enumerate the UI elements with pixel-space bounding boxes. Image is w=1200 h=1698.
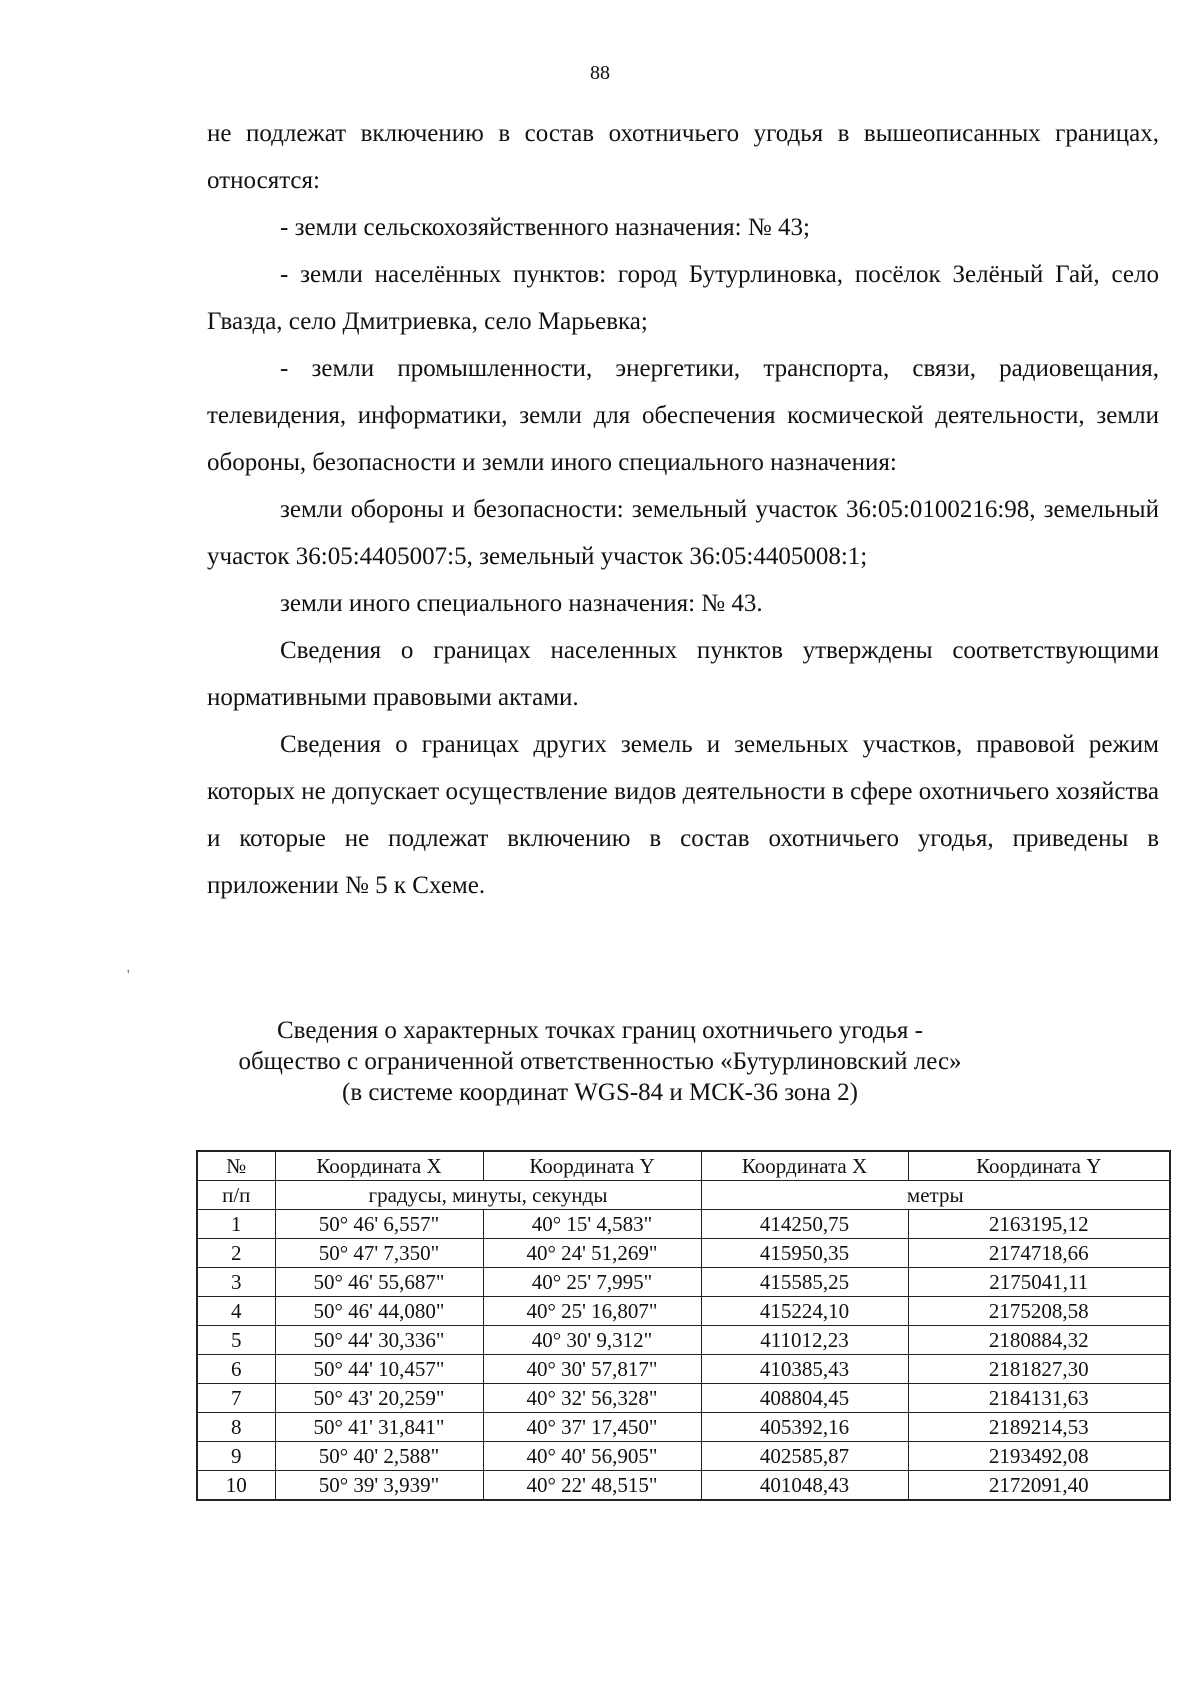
cell-num: 6 — [197, 1355, 275, 1384]
table-row — [197, 1239, 1170, 1268]
header-msk-y: Координата Y — [908, 1151, 1170, 1181]
cell-geo-x: 50° 47' 7,350" — [275, 1239, 483, 1268]
header-msk-units: метры — [701, 1181, 1170, 1210]
table-row — [197, 1268, 1170, 1297]
cell-geo-y: 40° 25' 7,995" — [483, 1268, 701, 1297]
cell-msk-y: 2175208,58 — [908, 1297, 1170, 1326]
paragraph-defense: земли обороны и безопасности: земельный участок 36:05:0100216:98, земельный участок 36:05:4405007:5, земельный участок 36:05:4405008:1; — [207, 496, 1159, 570]
paragraph-agricultural: - земли сельскохозяйственного назначения: № 43; — [280, 214, 810, 241]
cell-geo-x: 50° 46' 6,557" — [275, 1210, 483, 1239]
cell-num: 1 — [197, 1210, 275, 1239]
paragraph-settlements: - земли населённых пунктов: город Бутурлиновка, посёлок Зелёный Гай, село Гвазда, село Дмитриевка, село Марьевка; — [207, 261, 1159, 335]
paragraph-intro: не подлежат включению в состав охотничьего угодья в вышеописанных границах, относятся: — [207, 120, 1159, 194]
cell-geo-y: 40° 22' 48,515" — [483, 1471, 701, 1501]
paragraph-special: земли иного специального назначения: № 43. — [280, 590, 763, 617]
cell-msk-x: 415585,25 — [701, 1268, 908, 1297]
table-row — [197, 1442, 1170, 1471]
paragraph-industry: - земли промышленности, энергетики, транспорта, связи, радиовещания, телевидения, информатики, земли для обеспечения космической деятельности, земли обороны, безопасности и земли иного специального назначения: — [207, 355, 1159, 476]
table-title — [0, 1015, 1200, 1108]
header-num: № — [197, 1151, 275, 1181]
cell-num: 9 — [197, 1442, 275, 1471]
cell-geo-y: 40° 30' 9,312" — [483, 1326, 701, 1355]
cell-msk-x: 402585,87 — [701, 1442, 908, 1471]
cell-geo-y: 40° 24' 51,269" — [483, 1239, 701, 1268]
cell-geo-x: 50° 46' 44,080" — [275, 1297, 483, 1326]
cell-num: 10 — [197, 1471, 275, 1501]
cell-geo-x: 50° 44' 30,336" — [275, 1326, 483, 1355]
table-header-row — [197, 1151, 1170, 1181]
table-row — [197, 1413, 1170, 1442]
coordinates-table — [196, 1150, 1171, 1501]
cell-num: 2 — [197, 1239, 275, 1268]
cell-num: 4 — [197, 1297, 275, 1326]
cell-msk-y: 2163195,12 — [908, 1210, 1170, 1239]
cell-msk-y: 2172091,40 — [908, 1471, 1170, 1501]
cell-msk-x: 408804,45 — [701, 1384, 908, 1413]
table-row — [197, 1326, 1170, 1355]
cell-msk-y: 2174718,66 — [908, 1239, 1170, 1268]
cell-msk-y: 2175041,11 — [908, 1268, 1170, 1297]
page-number: 88 — [590, 62, 610, 84]
cell-geo-x: 50° 44' 10,457" — [275, 1355, 483, 1384]
margin-mark: ' — [127, 968, 130, 983]
cell-msk-y: 2184131,63 — [908, 1384, 1170, 1413]
cell-geo-y: 40° 40' 56,905" — [483, 1442, 701, 1471]
table-title-line-2: общество с ограниченной ответственностью «Бутурлиновский лес» — [238, 1048, 962, 1075]
header-geo-units: градусы, минуты, секунды — [275, 1181, 701, 1210]
cell-geo-y: 40° 37' 17,450" — [483, 1413, 701, 1442]
cell-msk-x: 410385,43 — [701, 1355, 908, 1384]
cell-geo-x: 50° 41' 31,841" — [275, 1413, 483, 1442]
cell-msk-y: 2181827,30 — [908, 1355, 1170, 1384]
cell-num: 8 — [197, 1413, 275, 1442]
cell-geo-x: 50° 39' 3,939" — [275, 1471, 483, 1501]
cell-num: 5 — [197, 1326, 275, 1355]
cell-geo-x: 50° 46' 55,687" — [275, 1268, 483, 1297]
cell-msk-y: 2180884,32 — [908, 1326, 1170, 1355]
table-row — [197, 1384, 1170, 1413]
header-geo-y: Координата Y — [483, 1151, 701, 1181]
cell-geo-x: 50° 43' 20,259" — [275, 1384, 483, 1413]
table-row — [197, 1355, 1170, 1384]
cell-msk-x: 401048,43 — [701, 1471, 908, 1501]
cell-msk-x: 405392,16 — [701, 1413, 908, 1442]
cell-geo-y: 40° 25' 16,807" — [483, 1297, 701, 1326]
cell-msk-y: 2189214,53 — [908, 1413, 1170, 1442]
body-text — [207, 110, 1159, 909]
header-geo-x: Координата X — [275, 1151, 483, 1181]
table-title-line-1: Сведения о характерных точках границ охотничьего угодья - — [276, 1017, 923, 1044]
cell-msk-x: 411012,23 — [701, 1326, 908, 1355]
table-row — [197, 1297, 1170, 1326]
table-title-line-3: (в системе координат WGS-84 и МСК-36 зона 2) — [342, 1079, 858, 1106]
cell-msk-x: 415950,35 — [701, 1239, 908, 1268]
header-num-line-2: п/п — [197, 1181, 275, 1210]
cell-num: 7 — [197, 1384, 275, 1413]
table-row — [197, 1471, 1170, 1501]
cell-geo-y: 40° 15' 4,583" — [483, 1210, 701, 1239]
cell-msk-x: 415224,10 — [701, 1297, 908, 1326]
table-row — [197, 1210, 1170, 1239]
cell-geo-y: 40° 30' 57,817" — [483, 1355, 701, 1384]
cell-num: 3 — [197, 1268, 275, 1297]
cell-geo-x: 50° 40' 2,588" — [275, 1442, 483, 1471]
cell-msk-x: 414250,75 — [701, 1210, 908, 1239]
header-msk-x: Координата X — [701, 1151, 908, 1181]
cell-geo-y: 40° 32' 56,328" — [483, 1384, 701, 1413]
paragraph-settlement-borders: Сведения о границах населенных пунктов утверждены соответствующими нормативными правовыми актами. — [207, 637, 1159, 711]
paragraph-other-lands: Сведения о границах других земель и земельных участков, правовой режим которых не допускает осуществление видов деятельности в сфере охотничьего хозяйства и которые не подлежат включению в состав охотничьего угодья, приведены в приложении № 5 к Схеме. — [207, 731, 1159, 899]
table-units-row — [197, 1181, 1170, 1210]
cell-msk-y: 2193492,08 — [908, 1442, 1170, 1471]
